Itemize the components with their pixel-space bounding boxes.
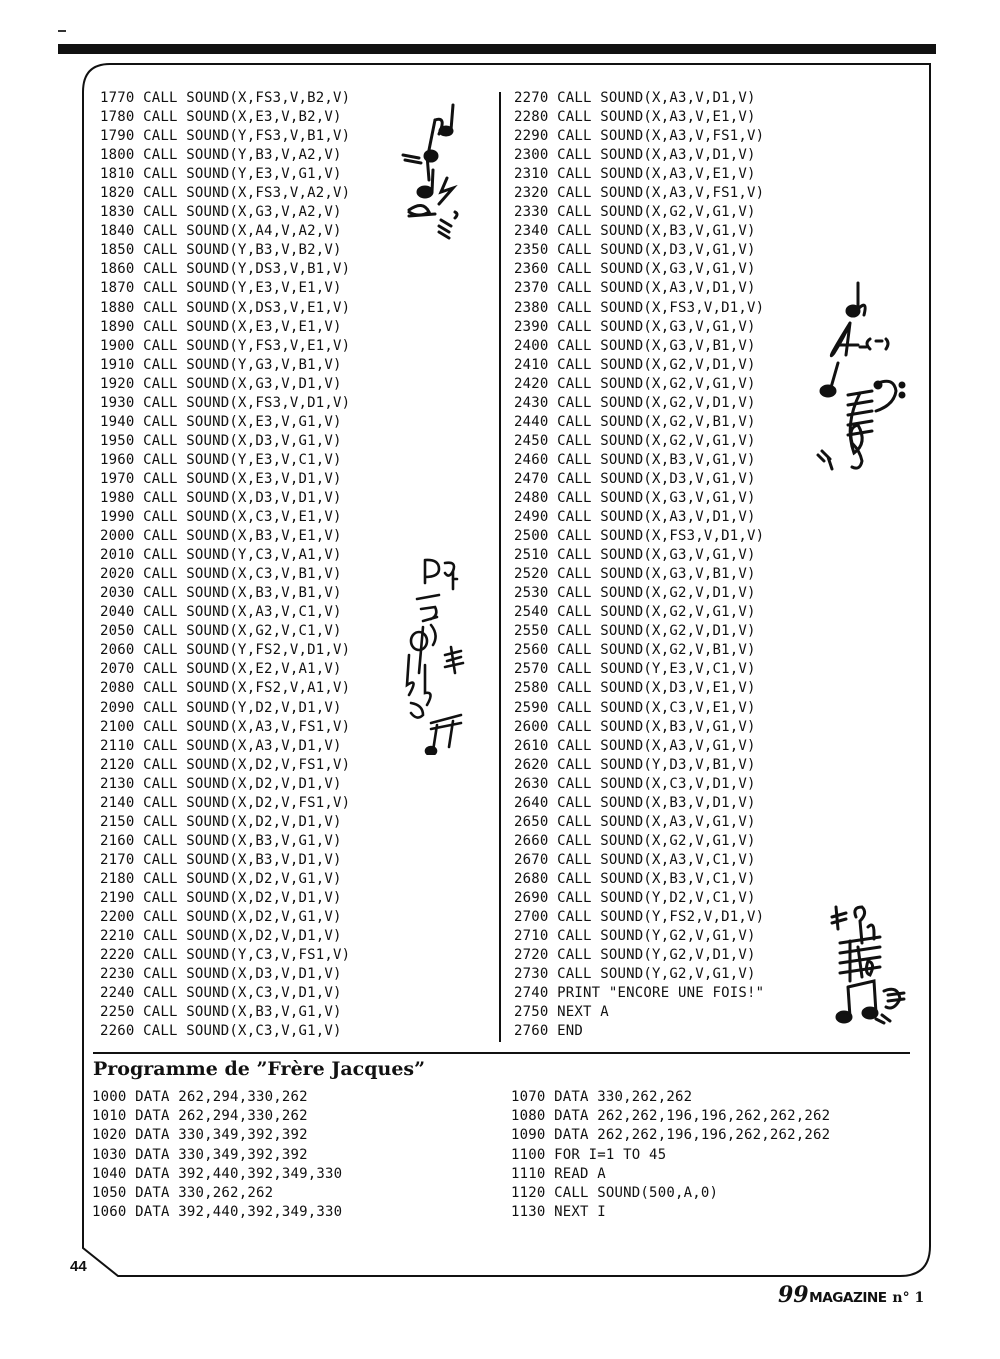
code-line: 2080 CALL SOUND(X,FS2,V,A1,V) [100,680,351,697]
code-line: 2760 END [514,1023,584,1040]
code-line: 1820 CALL SOUND(X,FS3,V,A2,V) [100,185,351,202]
code-line: 2090 CALL SOUND(Y,D2,V,D1,V) [100,699,342,716]
code-line: 2650 CALL SOUND(X,A3,V,G1,V) [514,813,756,830]
code-line: 2190 CALL SOUND(X,D2,V,D1,V) [100,889,342,906]
top-rule [58,44,936,54]
code-line: 2360 CALL SOUND(X,G3,V,G1,V) [514,261,756,278]
code-line: 2670 CALL SOUND(X,A3,V,C1,V) [514,851,756,868]
code-line: 2460 CALL SOUND(X,B3,V,G1,V) [514,451,756,468]
magazine-name: MAGAZINE [808,1291,887,1306]
code-line: 1970 CALL SOUND(X,E3,V,D1,V) [100,470,342,487]
code-line: 1800 CALL SOUND(Y,B3,V,A2,V) [100,147,342,164]
code-line: 2300 CALL SOUND(X,A3,V,D1,V) [514,147,756,164]
page-number: 44 [70,1258,87,1275]
code-line: 2230 CALL SOUND(X,D3,V,D1,V) [100,966,342,983]
code-line: 1850 CALL SOUND(Y,B3,V,B2,V) [100,242,342,259]
code-line: 2180 CALL SOUND(X,D2,V,G1,V) [100,870,342,887]
code-line: 1890 CALL SOUND(X,E3,V,E1,V) [100,318,342,335]
code-line: 2110 CALL SOUND(X,A3,V,D1,V) [100,737,342,754]
code-line: 2120 CALL SOUND(X,D2,V,FS1,V) [100,756,351,773]
code-line: 2680 CALL SOUND(X,B3,V,C1,V) [514,870,756,887]
code-line: 2420 CALL SOUND(X,G2,V,G1,V) [514,375,756,392]
code-line: 2030 CALL SOUND(X,B3,V,B1,V) [100,585,342,602]
code-line: 2620 CALL SOUND(Y,D3,V,B1,V) [514,756,756,773]
code-line: 1810 CALL SOUND(Y,E3,V,G1,V) [100,166,342,183]
code-line: 2340 CALL SOUND(X,B3,V,G1,V) [514,223,756,240]
section-rule [93,1052,910,1054]
code-line: 1980 CALL SOUND(X,D3,V,D1,V) [100,489,342,506]
code-line: 1990 CALL SOUND(X,C3,V,E1,V) [100,509,342,526]
code-line: 2310 CALL SOUND(X,A3,V,E1,V) [514,166,756,183]
code-line: 1090 DATA 262,262,196,196,262,262,262 [511,1127,831,1144]
code-line: 1780 CALL SOUND(X,E3,V,B2,V) [100,109,342,126]
code-line: 2440 CALL SOUND(X,G2,V,B1,V) [514,413,756,430]
frere-jacques-listing-right [511,1088,830,1222]
code-line: 2750 NEXT A [514,1004,609,1021]
code-line: 1860 CALL SOUND(Y,DS3,V,B1,V) [100,261,351,278]
music-notes-doodle-1 [395,100,475,245]
code-line: 2400 CALL SOUND(X,G3,V,B1,V) [514,337,756,354]
column-divider [499,92,501,1042]
code-line: 2450 CALL SOUND(X,G2,V,G1,V) [514,432,756,449]
frere-jacques-listing-left [92,1088,342,1222]
code-line: 1840 CALL SOUND(X,A4,V,A2,V) [100,223,342,240]
code-line: 2390 CALL SOUND(X,G3,V,G1,V) [514,318,756,335]
code-line: 2170 CALL SOUND(X,B3,V,D1,V) [100,851,342,868]
code-line: 2610 CALL SOUND(X,A3,V,G1,V) [514,737,756,754]
code-line: 1910 CALL SOUND(Y,G3,V,B1,V) [100,356,342,373]
code-line: 2520 CALL SOUND(X,G3,V,B1,V) [514,566,756,583]
code-line: 2210 CALL SOUND(X,D2,V,D1,V) [100,928,342,945]
magazine-footer [778,1282,924,1308]
code-line: 2320 CALL SOUND(X,A3,V,FS1,V) [514,185,765,202]
code-line: 1130 NEXT I [511,1204,606,1221]
code-line: 1790 CALL SOUND(Y,FS3,V,B1,V) [100,128,351,145]
code-line: 2200 CALL SOUND(X,D2,V,G1,V) [100,909,342,926]
music-notes-doodle-2 [395,555,475,755]
code-line: 2700 CALL SOUND(Y,FS2,V,D1,V) [514,909,765,926]
code-line: 2330 CALL SOUND(X,G2,V,G1,V) [514,204,756,221]
code-line: 2500 CALL SOUND(X,FS3,V,D1,V) [514,528,765,545]
code-line: 2550 CALL SOUND(X,G2,V,D1,V) [514,623,756,640]
code-line: 2530 CALL SOUND(X,G2,V,D1,V) [514,585,756,602]
code-line: 2010 CALL SOUND(Y,C3,V,A1,V) [100,547,342,564]
code-line: 2380 CALL SOUND(X,FS3,V,D1,V) [514,299,765,316]
code-line: 1950 CALL SOUND(X,D3,V,G1,V) [100,432,342,449]
code-line: 2540 CALL SOUND(X,G2,V,G1,V) [514,604,756,621]
code-line: 2160 CALL SOUND(X,B3,V,G1,V) [100,832,342,849]
code-line: 1050 DATA 330,262,262 [92,1185,274,1202]
code-line: 2100 CALL SOUND(X,A3,V,FS1,V) [100,718,351,735]
code-line: 1020 DATA 330,349,392,392 [92,1127,308,1144]
code-line: 2560 CALL SOUND(X,G2,V,B1,V) [514,642,756,659]
code-line: 1040 DATA 392,440,392,349,330 [92,1165,343,1182]
code-listing-right [514,89,764,1041]
code-line: 2220 CALL SOUND(Y,C3,V,FS1,V) [100,947,351,964]
code-line: 2510 CALL SOUND(X,G3,V,G1,V) [514,547,756,564]
code-line: 2040 CALL SOUND(X,A3,V,C1,V) [100,604,342,621]
code-line: 1870 CALL SOUND(Y,E3,V,E1,V) [100,280,342,297]
section-title: Programme de ”Frère Jacques” [93,1058,426,1080]
code-line: 2740 PRINT "ENCORE UNE FOIS!" [514,985,765,1002]
code-line: 2260 CALL SOUND(X,C3,V,G1,V) [100,1023,342,1040]
music-notes-doodle-4 [828,903,918,1028]
code-line: 1100 FOR I=1 TO 45 [511,1146,667,1163]
code-line: 2290 CALL SOUND(X,A3,V,FS1,V) [514,128,765,145]
code-line: 2000 CALL SOUND(X,B3,V,E1,V) [100,528,342,545]
code-line: 2640 CALL SOUND(X,B3,V,D1,V) [514,794,756,811]
code-line: 2720 CALL SOUND(Y,G2,V,D1,V) [514,947,756,964]
code-line: 2690 CALL SOUND(Y,D2,V,C1,V) [514,889,756,906]
code-line: 2270 CALL SOUND(X,A3,V,D1,V) [514,90,756,106]
code-line: 2710 CALL SOUND(Y,G2,V,G1,V) [514,928,756,945]
code-line: 1920 CALL SOUND(X,G3,V,D1,V) [100,375,342,392]
code-line: 2050 CALL SOUND(X,G2,V,C1,V) [100,623,342,640]
code-line: 1770 CALL SOUND(X,FS3,V,B2,V) [100,90,351,106]
code-line: 1010 DATA 262,294,330,262 [92,1108,308,1125]
code-line: 2250 CALL SOUND(X,B3,V,G1,V) [100,1004,342,1021]
code-line: 2280 CALL SOUND(X,A3,V,E1,V) [514,109,756,126]
code-line: 2140 CALL SOUND(X,D2,V,FS1,V) [100,794,351,811]
code-line: 2240 CALL SOUND(X,C3,V,D1,V) [100,985,342,1002]
code-line: 2350 CALL SOUND(X,D3,V,G1,V) [514,242,756,259]
code-line: 2660 CALL SOUND(X,G2,V,G1,V) [514,832,756,849]
code-line: 1930 CALL SOUND(X,FS3,V,D1,V) [100,394,351,411]
music-notes-doodle-3 [810,275,915,485]
code-line: 2490 CALL SOUND(X,A3,V,D1,V) [514,509,756,526]
code-line: 2430 CALL SOUND(X,G2,V,D1,V) [514,394,756,411]
code-line: 1120 CALL SOUND(500,A,0) [511,1185,719,1202]
corner-mark [58,30,66,32]
code-line: 1960 CALL SOUND(Y,E3,V,C1,V) [100,451,342,468]
code-line: 1070 DATA 330,262,262 [511,1089,693,1105]
code-line: 2480 CALL SOUND(X,G3,V,G1,V) [514,489,756,506]
code-line: 1030 DATA 330,349,392,392 [92,1146,308,1163]
code-line: 2570 CALL SOUND(Y,E3,V,C1,V) [514,661,756,678]
code-line: 1830 CALL SOUND(X,G3,V,A2,V) [100,204,342,221]
code-line: 2600 CALL SOUND(X,B3,V,G1,V) [514,718,756,735]
code-line: 1940 CALL SOUND(X,E3,V,G1,V) [100,413,342,430]
issue-number: n° 1 [892,1290,925,1306]
code-line: 2370 CALL SOUND(X,A3,V,D1,V) [514,280,756,297]
code-line: 2020 CALL SOUND(X,C3,V,B1,V) [100,566,342,583]
code-line: 1110 READ A [511,1165,606,1182]
code-listing-left [100,89,350,1041]
code-line: 2630 CALL SOUND(X,C3,V,D1,V) [514,775,756,792]
code-line: 1880 CALL SOUND(X,DS3,V,E1,V) [100,299,351,316]
code-line: 1080 DATA 262,262,196,196,262,262,262 [511,1108,831,1125]
code-line: 2730 CALL SOUND(Y,G2,V,G1,V) [514,966,756,983]
code-line: 2060 CALL SOUND(Y,FS2,V,D1,V) [100,642,351,659]
code-line: 2410 CALL SOUND(X,G2,V,D1,V) [514,356,756,373]
code-line: 2150 CALL SOUND(X,D2,V,D1,V) [100,813,342,830]
code-line: 1000 DATA 262,294,330,262 [92,1089,308,1105]
code-line: 1900 CALL SOUND(Y,FS3,V,E1,V) [100,337,351,354]
magazine-logo: 99 [778,1282,809,1308]
code-line: 2130 CALL SOUND(X,D2,V,D1,V) [100,775,342,792]
code-line: 2070 CALL SOUND(X,E2,V,A1,V) [100,661,342,678]
code-line: 1060 DATA 392,440,392,349,330 [92,1204,343,1221]
code-line: 2580 CALL SOUND(X,D3,V,E1,V) [514,680,756,697]
code-line: 2590 CALL SOUND(X,C3,V,E1,V) [514,699,756,716]
code-line: 2470 CALL SOUND(X,D3,V,G1,V) [514,470,756,487]
